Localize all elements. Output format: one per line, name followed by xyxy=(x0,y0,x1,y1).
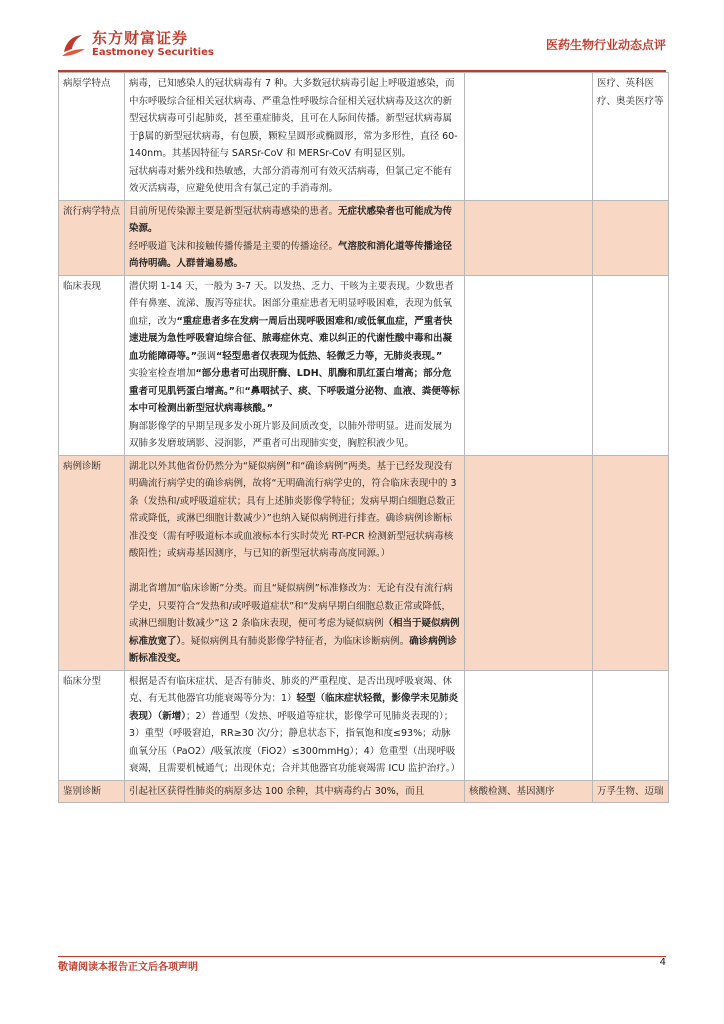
related-method-cell xyxy=(465,275,593,455)
table-row xyxy=(59,73,669,201)
body-text: 病毒，已知感染人的冠状病毒有 7 种。大多数冠状病毒引起上呼吸道感染，而中东呼吸综合征相关冠状病毒、严重急性呼吸综合征相关冠状病毒及这次的新型冠状病毒可引起肺炎，甚至重症肺炎，且可在人际间传播。新型冠状病毒属于β属的新型冠状病毒，有包膜，颗粒呈圆形或椭圆形，常为多形性，直径 60-140nm。其基因特征与 SARSr-CoV 和 MERSr-CoV 有明显区别。 冠状病毒对紫外线和热敏感，大部分消毒剂可有效灭活病毒，但氯己定不能有效灭活病毒，应避免使用含有氯己定的手消毒剂。 xyxy=(129,78,458,194)
table-row xyxy=(59,200,669,275)
eastmoney-logo-icon xyxy=(58,30,88,60)
table-row xyxy=(59,780,669,803)
row-label: 病原学特点 xyxy=(59,73,125,201)
body-text: 胸部影像学的早期呈现多发小斑片影及间质改变，以肺外带明显。进而发展为双肺多发磨玻璃影、浸润影，严重者可出现肺实变，胸腔积液少见。 xyxy=(129,420,453,449)
row-content xyxy=(125,455,465,670)
row-label: 临床表现 xyxy=(59,275,125,455)
body-text: 湖北以外其他省份仍然分为“疑似病例”和“确诊病例”两类。基于已经发现没有明确流行病学史的确诊病例，故将“无明确流行病学史的，符合临床表现中的 3 条（发热和/或呼吸道症状；具有上述肺炎影像学特征；发病早期白细胞总数正常或降低，或淋巴细胞计数减少）”也纳入疑似病例进行排查。确诊病例诊断标准没变（需有呼吸道标本或血液标本行实时荧光 RT-PCR 检测新型冠状病毒核酸阳性；或病毒基因测序，与已知的新型冠状病毒高度同源。） 湖北省增加“临床诊断”分类。而且“疑似病例”标准修改为：无论有没有流行病学史，只要符合“发热和/或呼吸道症状”和“发病早期白细胞总数正常或降低，或淋巴细胞计数减少”这 2 条临床表现，便可考虑为疑似病例 xyxy=(129,460,457,629)
related-method-cell: 核酸检测、基因测序 xyxy=(465,780,593,803)
emphasis-text: “轻型患者仅表现为低热、轻微乏力等，无肺炎表现。” xyxy=(216,350,443,362)
related-method-cell xyxy=(465,200,593,275)
emphasis-text: 轻型（临床症状轻微，影像学未见肺炎表现）（新增） xyxy=(129,693,459,722)
emphasis-text: 确诊病例诊断标准没变。 xyxy=(129,635,457,664)
body-text: 强调 xyxy=(197,350,217,362)
footer-divider xyxy=(58,956,666,957)
row-content xyxy=(125,670,465,780)
related-company-cell xyxy=(593,275,669,455)
row-label: 病例诊断 xyxy=(59,455,125,670)
row-content xyxy=(125,780,465,803)
row-content xyxy=(125,275,465,455)
body-text: 引起社区获得性肺炎的病原多达 100 余种，其中病毒约占 30%，而且 xyxy=(129,785,425,797)
row-content xyxy=(125,200,465,275)
related-method-cell xyxy=(465,73,593,201)
body-text: 经呼吸道飞沫和接触传播传播是主要的传播途径。 xyxy=(129,240,339,252)
table-row xyxy=(59,670,669,780)
related-method-cell xyxy=(465,455,593,670)
page-number: 4 xyxy=(659,957,666,968)
related-company-cell xyxy=(593,455,669,670)
related-company-cell xyxy=(593,200,669,275)
brand-name-en: Eastmoney Securities xyxy=(92,47,214,58)
body-text: ；2）普通型（发热、呼吸道等症状，影像学可见肺炎表现的）；3）重型（呼吸窘迫，RR≥30 次/分；静息状态下，指氧饱和度≤93%；动脉血氧分压（PaO2）/吸氧浓度（FiO2）≤300mmHg）；4）危重型（出现呼吸衰竭，且需要机械通气；出现休克；合并其他器官功能衰竭需 ICU 监护治疗。） xyxy=(129,710,461,774)
body-text: 潜伏期 1-14 天，一般为 3-7 天。以发热、乏力、干咳为主要表现。少数患者伴有鼻塞、流涕、腹泻等症状。困部分重症患者无明显呼吸困难，表现为低氧血症，改为 xyxy=(129,280,454,327)
body-text: 目前所见传染源主要是新型冠状病毒感染的患者。 xyxy=(129,205,339,217)
body-text: 和 xyxy=(235,385,245,397)
related-method-cell xyxy=(465,670,593,780)
emphasis-text: 无症状感染者也可能成为传染源。 xyxy=(129,205,453,234)
row-label: 鉴别诊断 xyxy=(59,780,125,803)
body-text: 实验室检查增加 xyxy=(129,368,196,379)
table-row xyxy=(59,455,669,670)
brand-logo xyxy=(58,30,214,60)
report-type: 医药生物行业动态点评 xyxy=(545,38,666,52)
page-header xyxy=(58,30,666,70)
content-table xyxy=(58,72,669,803)
table-row xyxy=(59,275,669,455)
row-content xyxy=(125,73,465,201)
emphasis-text: “重症患者多在发病一周后出现呼吸困难和/或低氧血症，严重者快速进展为急性呼吸窘迫综合征、脓毒症休克、难以纠正的代谢性酸中毒和出凝血功能障碍等。” xyxy=(129,315,453,362)
row-label: 临床分型 xyxy=(59,670,125,780)
body-text: 。疑似病例具有肺炎影像学特征者，为临床诊断病例。 xyxy=(181,635,410,647)
brand-name-cn: 东方财富证券 xyxy=(92,29,189,47)
row-label: 流行病学特点 xyxy=(59,200,125,275)
emphasis-text: “鼻咽拭子、痰、下呼吸道分泌物、血液、粪便等标本中可检测出新型冠状病毒核酸。” xyxy=(129,385,460,414)
body-text: 根据是否有临床症状、是否有肺炎、肺炎的严重程度、是否出现呼吸衰竭、休克、有无其他器官功能衰竭等分为：1） xyxy=(129,675,453,704)
emphasis-text: 气溶胶和消化道等传播途径尚待明确。人群普遍易感。 xyxy=(129,240,453,269)
related-company-cell xyxy=(593,670,669,780)
footer-disclaimer: 敬请阅读本报告正文后各项声明 xyxy=(58,962,198,973)
related-company-cell: 万孚生物、迈瑞 xyxy=(593,780,669,803)
emphasis-text: （相当于疑似病例标准放宽了） xyxy=(129,618,460,647)
emphasis-text: “部分患者可出现肝酶、LDH、肌酶和肌红蛋白增高；部分危重者可见肌钙蛋白增高。” xyxy=(129,368,452,397)
related-company-cell: 医疗、英科医疗、奥美医疗等 xyxy=(593,73,669,201)
